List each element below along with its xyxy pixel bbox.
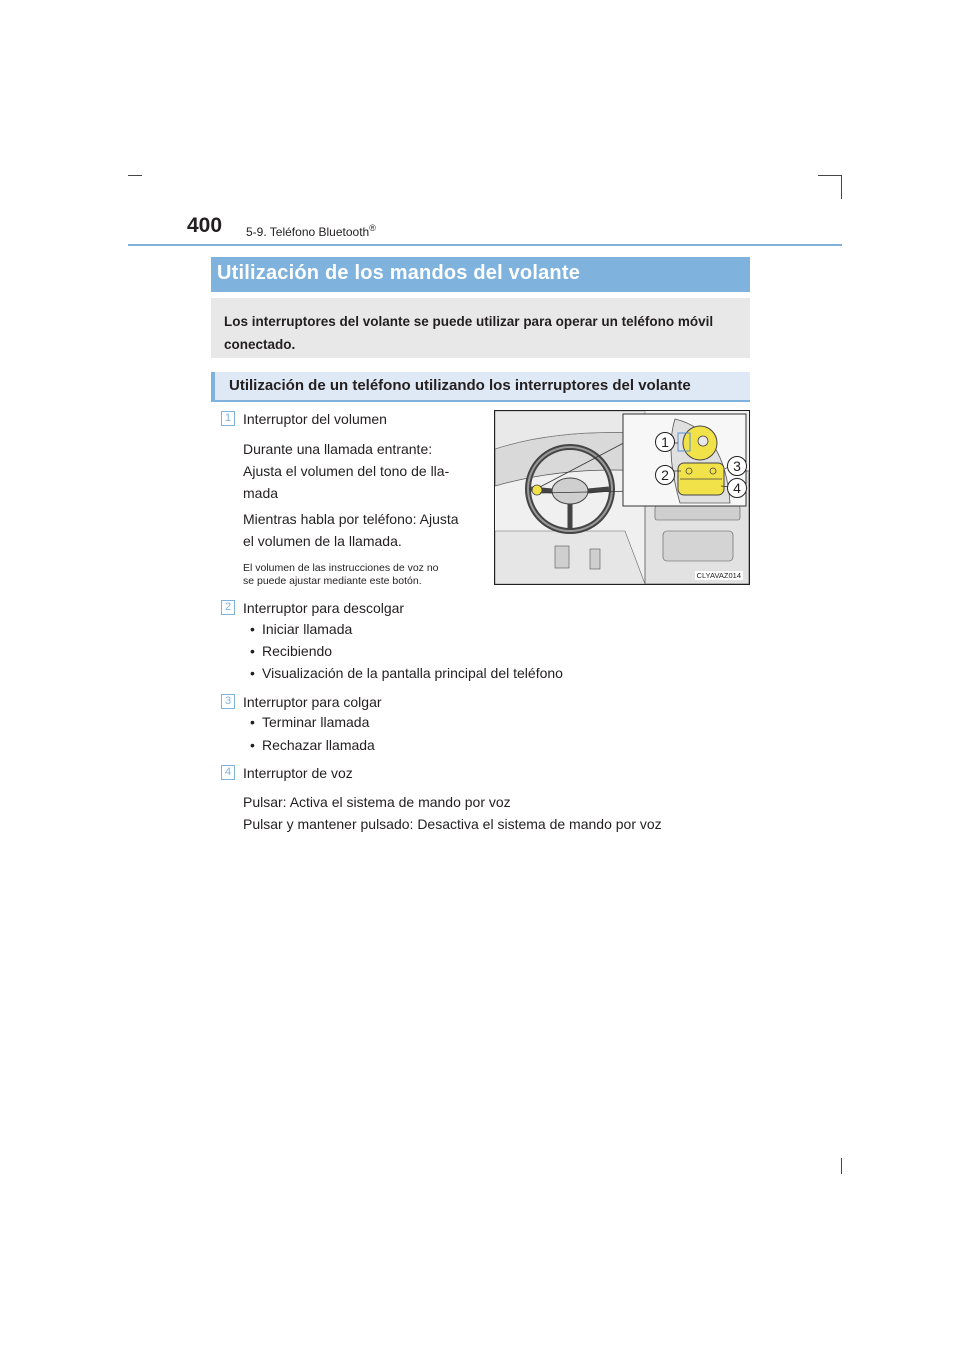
- figure-code: CLYAVAZ014: [696, 571, 741, 580]
- item-2-bullet-3: • Visualización de la pantalla principal del teléfono: [262, 665, 563, 681]
- item-1-paragraph-1: [243, 438, 480, 504]
- item-1-note-line1: El volumen de las instrucciones de voz no: [243, 562, 439, 574]
- section-title: [246, 223, 376, 239]
- sub-heading: Utilización de un teléfono utilizando los interruptores del volante: [211, 372, 750, 402]
- callout-1: 1: [655, 432, 675, 452]
- intro-line-1: Los interruptores del volante se puede utilizar para operar un teléfono móvil: [224, 314, 714, 329]
- item-1-note-line2: se puede ajustar mediante este botón.: [243, 575, 422, 587]
- item-1-para2-line1: Mientras habla por teléfono: Ajusta: [243, 511, 459, 527]
- item-3-bullet-1: • Terminar llamada: [262, 714, 369, 730]
- item-4-line-1: Pulsar: Activa el sistema de mando por voz: [243, 794, 511, 810]
- callout-3: 3: [727, 456, 747, 476]
- main-heading: Utilización de los mandos del volante: [211, 257, 750, 292]
- crop-mark: [841, 1158, 842, 1174]
- number-icon-4: 4: [221, 765, 235, 780]
- intro-line-2: conectado.: [224, 337, 296, 352]
- number-icon-3: 3: [221, 694, 235, 709]
- item-1-paragraph-2: [243, 508, 480, 552]
- registered-mark: ®: [369, 223, 376, 233]
- crop-mark: [841, 175, 842, 199]
- item-1-para1-line1: Durante una llamada entrante:: [243, 441, 433, 457]
- item-4-title: Interruptor de voz: [243, 765, 353, 781]
- item-2-bullet-1: • Iniciar llamada: [262, 621, 352, 637]
- callout-4: 4: [727, 478, 747, 498]
- item-1-para2-line2: el volumen de la llamada.: [243, 533, 402, 549]
- item-1-para1-line3: mada: [243, 485, 279, 501]
- steering-wheel-illustration: [494, 410, 750, 585]
- item-1-para1-line2: Ajusta el volumen del tono de lla-: [243, 463, 450, 479]
- item-3-title: Interruptor para colgar: [243, 694, 382, 710]
- crop-mark: [128, 175, 142, 176]
- crop-mark: [818, 175, 842, 176]
- section-title-text: 5-9. Teléfono Bluetooth: [246, 225, 370, 239]
- number-icon-1: 1: [221, 411, 235, 426]
- intro-box: [211, 298, 750, 358]
- item-1-title: Interruptor del volumen: [243, 411, 387, 427]
- steering-wheel-drawing: [495, 411, 749, 584]
- item-1-note: [243, 562, 480, 588]
- page-number: 400: [187, 214, 223, 237]
- item-4-line-2: Pulsar y mantener pulsado: Desactiva el sistema de mando por voz: [243, 816, 662, 832]
- item-3-bullet-2: • Rechazar llamada: [262, 737, 375, 753]
- item-2-title: Interruptor para descolgar: [243, 600, 405, 616]
- number-icon-2: 2: [221, 600, 235, 615]
- header-rule: [128, 244, 842, 246]
- callout-2: 2: [655, 465, 675, 485]
- item-2-bullet-2: • Recibiendo: [262, 643, 332, 659]
